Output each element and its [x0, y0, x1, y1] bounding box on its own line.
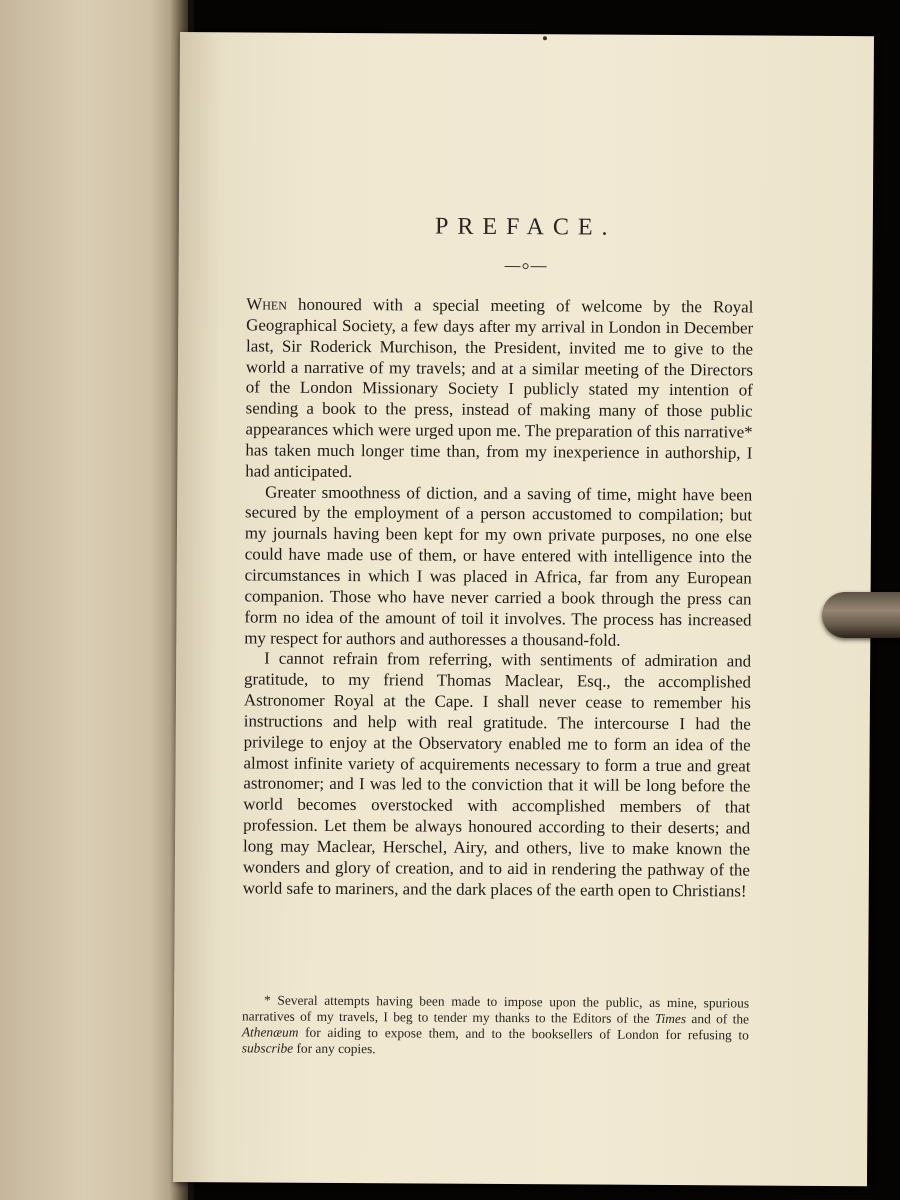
- footnote-text-4: for any copies.: [293, 1040, 376, 1057]
- footnote-text-1: * Several attempts having been made to impose upon the public, as mine, spurious narratives of my travels, I beg to tender my thanks to the Editors of the: [241, 992, 750, 1026]
- paragraph-1-text: honoured with a special meeting of welcome by the Royal Geographical Society, a few days after my arrival in London in December last, Sir Roderick Murchison, the President, invited me to give to the world a narrative of my travels; and at a similar meeting of the Directors of the London Missionary Society I publicly stated my intention of sending a book to the press, instead of making many of those public appearances which were urged upon me. The preparation of this narrative* has taken much longer time than, from my inexperience in authorship, I had anticipated.: [245, 294, 754, 481]
- footnote-text-2: and of the: [686, 1011, 750, 1027]
- bookmark-ribbon: [822, 592, 900, 638]
- paragraph-2: Greater smoothness of diction, and a saving of time, might have been secured by the employment of a person accustomed to compilation; but my journals having been kept for my own private purposes, no one else could have made use of them, or have entered with intelligence into the circumstances in which I was placed in Africa, far from any European companion. Those who have never carried a book through the press can form no idea of the amount of toil it involves. The process has increased my respect for authors and authoresses a thousand-fold.: [244, 482, 753, 650]
- right-page: [173, 32, 874, 1186]
- left-page: [0, 0, 188, 1200]
- paragraph-3: I cannot refrain from referring, with sentiments of admiration and gratitude, to my friend Thomas Maclear, Esq., the accomplished Astronomer Royal at the Cape. I shall never cease to remember his instructions and help with real gratitude. The intercourse I had the privilege to enjoy at the Observatory enabled me to form an idea of the almost infinite variety of acquirements necessary to form a true and great astronomer; and I was led to the conviction that it will be long before the world becomes overstocked with accomplished members of that profession. Let them be always honoured according to their deserts; and long may Maclear, Herschel, Airy, and others, live to make known the wonders and glory of creation, and to aid in rendering the pathway of the world safe to mariners, and the dark places of the earth open to Christians!: [242, 648, 752, 901]
- footnote: [242, 992, 749, 1059]
- page-title: PREFACE.: [434, 213, 617, 241]
- preface-body: [243, 294, 754, 902]
- paragraph-1: [245, 294, 753, 485]
- title-ornament: [179, 256, 873, 275]
- page-mark: [543, 36, 547, 40]
- footnote-text-3: for aiding to expose them, and to the booksellers of London for refusing to: [298, 1024, 749, 1043]
- footnote-athenaeum: Athenæum: [241, 1024, 299, 1040]
- opening-word: When: [246, 294, 288, 314]
- footnote-times: Times: [654, 1010, 687, 1027]
- footnote-subscribe: subscribe: [241, 1040, 294, 1056]
